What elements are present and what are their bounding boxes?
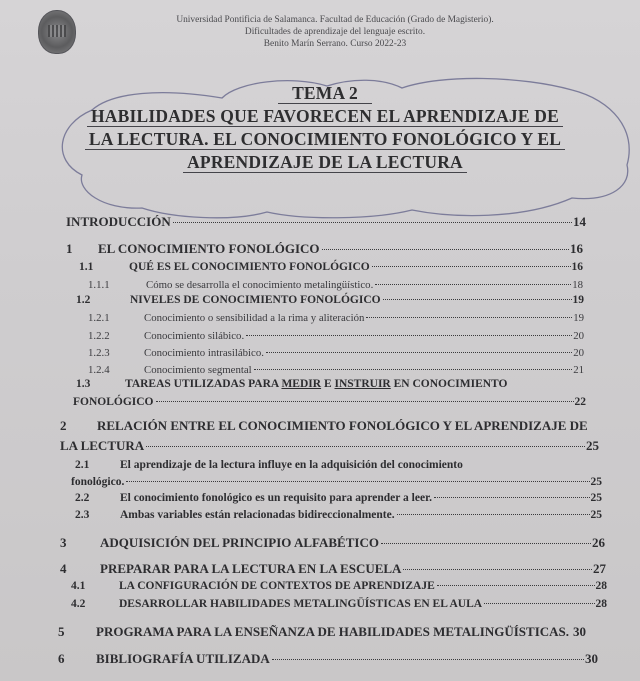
toc-label: Conocimiento intrasilábico.: [144, 347, 264, 359]
toc-entry-2-2[interactable]: [75, 492, 602, 504]
toc-page: 27: [593, 561, 606, 576]
toc-page: 16: [570, 241, 583, 256]
toc-label-continued: fonológico.: [71, 476, 125, 488]
toc-label: PROGRAMA PARA LA ENSEÑANZA DE HABILIDADES METALINGÜÍSTICAS.: [96, 624, 570, 639]
leader-dots: [375, 284, 571, 285]
toc-number: 4.2: [71, 598, 86, 610]
toc-label: QUÉ ES EL CONOCIMIENTO FONOLÓGICO: [129, 261, 370, 273]
toc-entry-1-1-1[interactable]: [88, 279, 583, 291]
toc-number: 1.1.1: [88, 279, 110, 291]
toc-label: Conocimiento o sensibilidad a la rima y aliteración: [144, 312, 365, 324]
toc-label: PREPARAR PARA LA LECTURA EN LA ESCUELA: [100, 561, 402, 576]
toc-page: 26: [592, 535, 605, 550]
leader-dots: [266, 352, 572, 353]
toc-label: TAREAS UTILIZADAS PARA MEDIR E INSTRUIR EN CONOCIMIENTO: [125, 378, 508, 390]
toc-page: 25: [590, 476, 602, 488]
toc-page: 20: [573, 330, 584, 342]
toc-label: LA CONFIGURACIÓN DE CONTEXTOS DE APRENDIZAJE: [119, 580, 435, 592]
leader-dots: [434, 497, 590, 498]
toc-number: 6: [58, 651, 65, 666]
toc-number: 1: [66, 241, 73, 256]
leader-dots: [437, 585, 595, 586]
toc-number: 1.2: [76, 294, 91, 306]
toc-entry-1[interactable]: [66, 241, 583, 257]
header-author: Benito Marín Serrano. Curso 2022-23: [263, 39, 407, 49]
toc-label: BIBLIOGRAFÍA UTILIZADA: [96, 651, 270, 666]
toc-entry-3[interactable]: [60, 535, 605, 551]
toc-page: 21: [573, 364, 584, 376]
toc-page: 22: [574, 396, 586, 408]
leader-dots: [173, 222, 572, 223]
toc-entry-introduccion[interactable]: [66, 214, 586, 230]
toc-label: El aprendizaje de la lectura influye en la adquisición del conocimiento: [120, 459, 463, 471]
toc-entry-2[interactable]: [60, 418, 588, 434]
toc-entry-4[interactable]: [60, 561, 606, 577]
document-header: [120, 14, 550, 50]
toc-entry-2-1-cont[interactable]: [71, 476, 602, 488]
toc-label: ADQUISICIÓN DEL PRINCIPIO ALFABÉTICO: [100, 535, 379, 550]
toc-page: 20: [573, 347, 584, 359]
toc-page: 19: [572, 294, 584, 306]
toc-label: RELACIÓN ENTRE EL CONOCIMIENTO FONOLÓGICO Y EL APRENDIZAJE DE: [97, 418, 588, 433]
toc-label-continued: FONOLÓGICO: [73, 396, 154, 408]
toc-page: 30: [573, 624, 587, 639]
toc-entry-4-1[interactable]: [71, 580, 607, 592]
toc-page: 28: [595, 580, 607, 592]
leader-dots: [403, 569, 592, 570]
tema-label: TEMA 2: [278, 83, 372, 104]
toc-number: 4: [60, 561, 67, 576]
toc-number: 1.2.4: [88, 364, 110, 376]
leader-dots: [254, 369, 573, 370]
toc-entry-1-3-cont[interactable]: [73, 396, 586, 408]
toc-number: 1.2.1: [88, 312, 110, 324]
toc-number: 2.3: [75, 509, 90, 521]
leader-dots: [484, 603, 594, 604]
leader-dots: [246, 335, 572, 336]
university-seal-icon: [38, 10, 76, 54]
toc-number: 1.3: [76, 378, 91, 390]
leader-dots: [397, 514, 590, 515]
toc-entry-2-1[interactable]: [75, 459, 463, 471]
toc-entry-1-2[interactable]: [76, 294, 584, 306]
toc-number: 2.1: [75, 459, 90, 471]
toc-number: 1.2.2: [88, 330, 110, 342]
toc-entry-1-3[interactable]: [76, 378, 507, 390]
toc-label-continued: LA LECTURA: [60, 438, 145, 453]
leader-dots: [366, 317, 572, 318]
toc-page: 28: [595, 598, 607, 610]
toc-entry-5[interactable]: [58, 624, 598, 640]
toc-entry-1-2-1[interactable]: [88, 312, 584, 324]
leader-dots: [156, 401, 574, 402]
toc-page: 14: [573, 214, 586, 229]
leader-dots: [322, 249, 569, 250]
toc-number: 1.2.3: [88, 347, 110, 359]
leader-dots: [272, 659, 584, 660]
toc-label: INTRODUCCIÓN: [66, 214, 171, 229]
toc-entry-1-2-2[interactable]: [88, 330, 584, 342]
toc-number: 1.1: [79, 261, 94, 273]
toc-label: EL CONOCIMIENTO FONOLÓGICO: [98, 241, 320, 256]
toc-entry-4-2[interactable]: [71, 598, 607, 610]
title-line-2: LA LECTURA. EL CONOCIMIENTO FONOLÓGICO Y EL: [85, 129, 565, 150]
toc-entry-1-1[interactable]: [79, 261, 583, 273]
header-institution: Universidad Pontificia de Salamanca. Facultad de Educación (Grado de Magisterio).: [176, 15, 494, 25]
toc-page: 19: [573, 312, 584, 324]
toc-number: 4.1: [71, 580, 86, 592]
toc-entry-2-cont[interactable]: [60, 438, 599, 454]
toc-number: 5: [58, 624, 65, 639]
toc-page: 30: [585, 651, 598, 666]
toc-page: 25: [586, 438, 599, 453]
title-line-1: HABILIDADES QUE FAVORECEN EL APRENDIZAJE DE: [87, 106, 563, 127]
toc-entry-1-2-4[interactable]: [88, 364, 584, 376]
toc-label: NIVELES DE CONOCIMIENTO FONOLÓGICO: [130, 294, 381, 306]
toc-entry-1-2-3[interactable]: [88, 347, 584, 359]
toc-page: 25: [590, 509, 602, 521]
toc-label: Conocimiento silábico.: [144, 330, 245, 342]
title-line-3: APRENDIZAJE DE LA LECTURA: [183, 152, 467, 173]
toc-label: Ambas variables están relacionadas bidireccionalmente.: [120, 509, 395, 521]
leader-dots: [126, 481, 589, 482]
toc-page: 16: [571, 261, 583, 273]
toc-label: El conocimiento fonológico es un requisito para aprender a leer.: [120, 492, 432, 504]
toc-label: Cómo se desarrolla el conocimiento metalingüístico.: [146, 279, 374, 291]
leader-dots: [383, 299, 572, 300]
leader-dots: [146, 446, 585, 447]
toc-page: 18: [572, 279, 583, 291]
toc-number: 2.2: [75, 492, 90, 504]
leader-dots: [381, 543, 591, 544]
header-course: Dificultades de aprendizaje del lenguaje escrito.: [244, 27, 426, 37]
toc-number: 3: [60, 535, 67, 550]
topic-title: [70, 82, 580, 174]
toc-page: 25: [590, 492, 602, 504]
leader-dots: [372, 266, 571, 267]
toc-label: Conocimiento segmental: [144, 364, 252, 376]
toc-entry-6[interactable]: [58, 651, 598, 667]
toc-label: DESARROLLAR HABILIDADES METALINGÜÍSTICAS EN EL AULA: [119, 598, 483, 610]
toc-number: 2: [60, 418, 67, 433]
toc-entry-2-3[interactable]: [75, 509, 602, 521]
